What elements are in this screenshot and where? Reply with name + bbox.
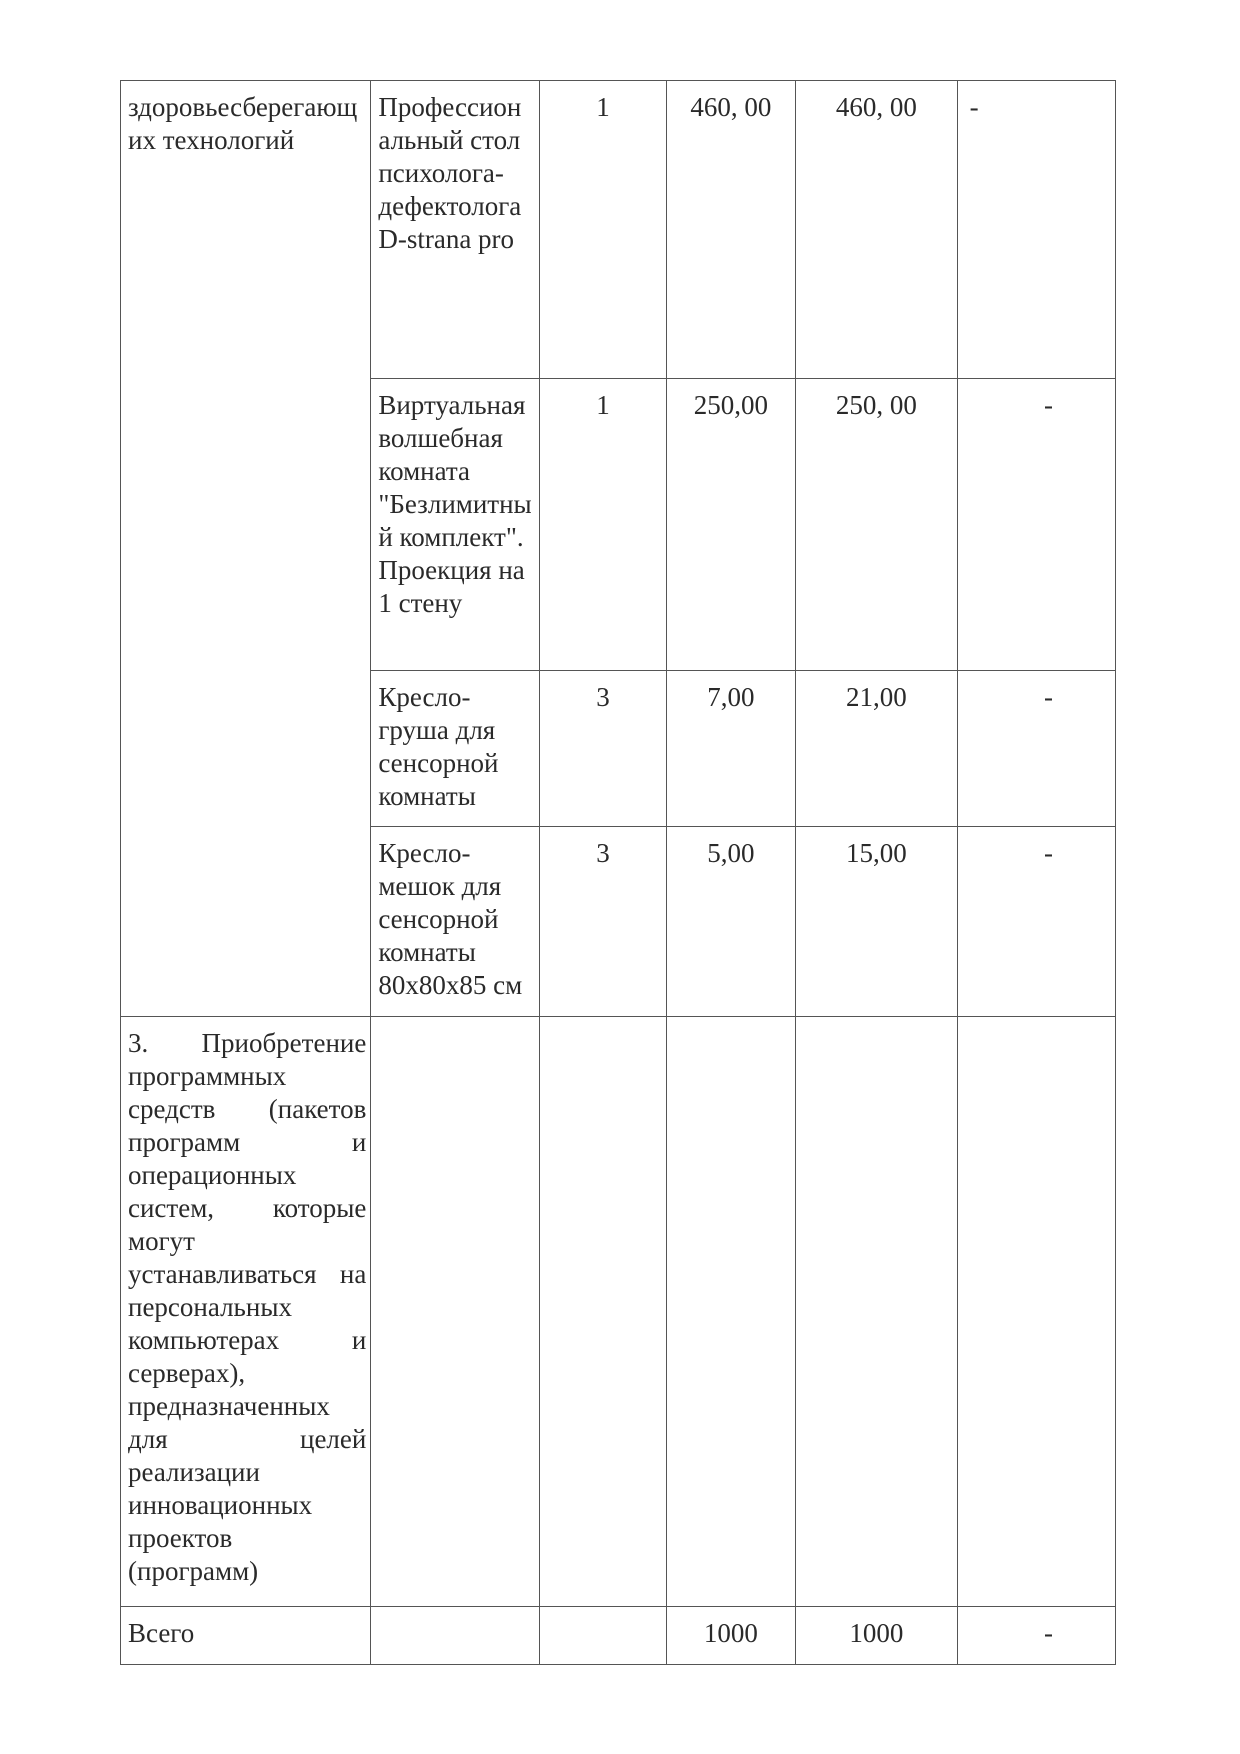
note-cell: - <box>957 379 1115 671</box>
sum-cell: 460, 00 <box>796 81 958 379</box>
quantity-cell: 3 <box>540 827 666 1017</box>
quantity-cell: 1 <box>540 81 666 379</box>
total-row <box>121 1607 1116 1665</box>
table-row <box>121 1017 1116 1607</box>
section-name-cell: 3. Приобретение программных средств (пакетов программ и операционных систем, которые могут устанавливаться на персональных компьютерах и серверах), предназначенных для целей реализации инновационных проектов (программ) <box>121 1017 371 1607</box>
note-cell: - <box>957 81 1115 379</box>
sum-cell: 250, 00 <box>796 379 958 671</box>
total-price-cell: 1000 <box>666 1607 795 1665</box>
table-row <box>121 81 1116 379</box>
note-cell: - <box>957 827 1115 1017</box>
empty-cell <box>540 1607 666 1665</box>
note-cell: - <box>957 671 1115 827</box>
empty-cell <box>666 1017 795 1607</box>
total-sum-cell: 1000 <box>796 1607 958 1665</box>
price-cell: 460, 00 <box>666 81 795 379</box>
empty-cell <box>540 1017 666 1607</box>
sum-cell: 15,00 <box>796 827 958 1017</box>
section-name-cell: здоровьесберегающих технологий <box>121 81 371 1017</box>
item-name-cell: Профессиональный стол психолога-дефектолога D-strana pro <box>371 81 540 379</box>
budget-table <box>120 80 1116 1665</box>
quantity-cell: 3 <box>540 671 666 827</box>
item-name-cell: Кресло-мешок для сенсорной комнаты 80x80x85 см <box>371 827 540 1017</box>
empty-cell <box>957 1017 1115 1607</box>
total-note-cell: - <box>957 1607 1115 1665</box>
empty-cell <box>371 1017 540 1607</box>
sum-cell: 21,00 <box>796 671 958 827</box>
price-cell: 250,00 <box>666 379 795 671</box>
item-name-cell: Виртуальная волшебная комната "Безлимитный комплект". Проекция на 1 стену <box>371 379 540 671</box>
empty-cell <box>371 1607 540 1665</box>
price-cell: 5,00 <box>666 827 795 1017</box>
total-label: Всего <box>121 1607 371 1665</box>
item-name-cell: Кресло-груша для сенсорной комнаты <box>371 671 540 827</box>
price-cell: 7,00 <box>666 671 795 827</box>
empty-cell <box>796 1017 958 1607</box>
quantity-cell: 1 <box>540 379 666 671</box>
